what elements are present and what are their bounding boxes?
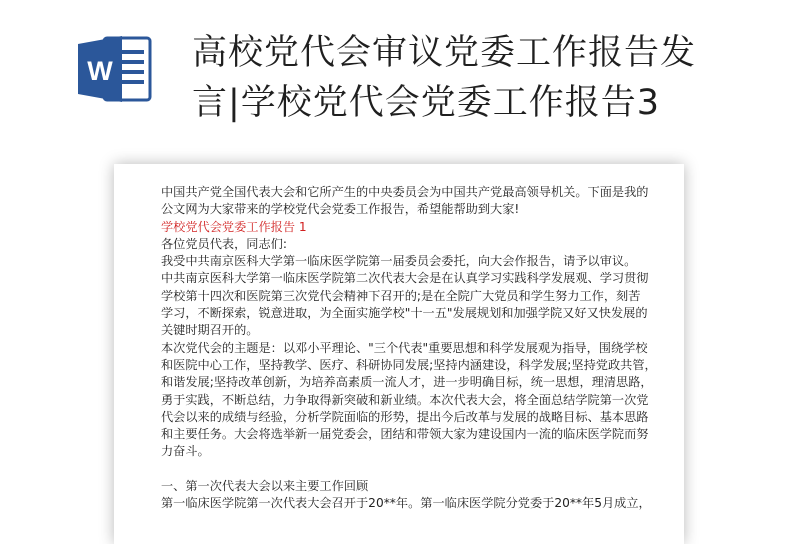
- blank-line: [161, 461, 651, 478]
- body-line: 本次党代会的主题是：以邓小平理论、"三个代表"重要思想和科学发展观为指导，围绕学校: [161, 340, 648, 355]
- page-title: [192, 28, 772, 128]
- body-line: 公文网为大家带来的学校党代会党委工作报告，希望能帮助到大家!: [161, 202, 520, 217]
- body-line: 中国共产党全国代表大会和它所产生的中央委员会为中国共产党最高领导机关。下面是我的: [161, 185, 649, 199]
- section-heading: 一、第一次代表大会以来主要工作回顾: [161, 479, 369, 494]
- body-line: 和谐发展;坚持改革创新，为培养高素质一流人才，进一步明确目标，统一思想，理清思路，: [161, 375, 653, 390]
- body-line: 代会以来的成绩与经验，分析学院面临的形势，提出今后改革与发展的战略目标、基本思路: [161, 409, 649, 424]
- document-body: [161, 184, 657, 513]
- body-line: 和医院中心工作，坚持教学、医疗、科研协同发展;坚持内涵建设，科学发展;坚持党政共管，: [161, 357, 657, 372]
- body-line: 勇于实践，不断总结，力争取得新突破和新业绩。本次代表大会，将全面总结学院第一次党: [161, 392, 649, 407]
- body-line: 学习，不断探索，锐意进取，为全面实施学校"十一五"发展规划和加强学院又好又快发展的: [161, 306, 648, 321]
- document-page-preview: [114, 164, 684, 544]
- word-document-icon: [78, 34, 156, 104]
- body-line: 各位党员代表，同志们:: [161, 236, 287, 251]
- body-line: 力奋斗。: [161, 444, 210, 459]
- body-line: 和主要任务。大会将选举新一届党委会，团结和带领大家为建设国内一流的临床医学院而努: [161, 427, 649, 442]
- svg-text:W: W: [87, 56, 113, 86]
- title-line-1: 高校党代会审议党委工作报告发: [192, 33, 697, 73]
- body-line: 学校第十四次和医院第三次党代会精神下召开的;是在全院广大党员和学生努力工作，刻苦: [161, 288, 641, 303]
- body-line: 中共南京医科大学第一临床医学院第二次代表大会是在认真学习实践科学发展观、学习贯彻: [161, 271, 649, 286]
- title-line-2: 言|学校党代会党委工作报告3: [192, 83, 661, 123]
- section-heading: 学校党代会党委工作报告 1: [161, 219, 307, 234]
- body-line: 我受中共南京医科大学第一临床医学院第一届委员会委托，向大会作报告，请予以审议。: [161, 254, 637, 269]
- body-line: 关键时期召开的。: [161, 323, 259, 338]
- body-line: 第一临床医学院第一次代表大会召开于20**年。第一临床医学院分党委于20**年5月成立，: [161, 496, 651, 511]
